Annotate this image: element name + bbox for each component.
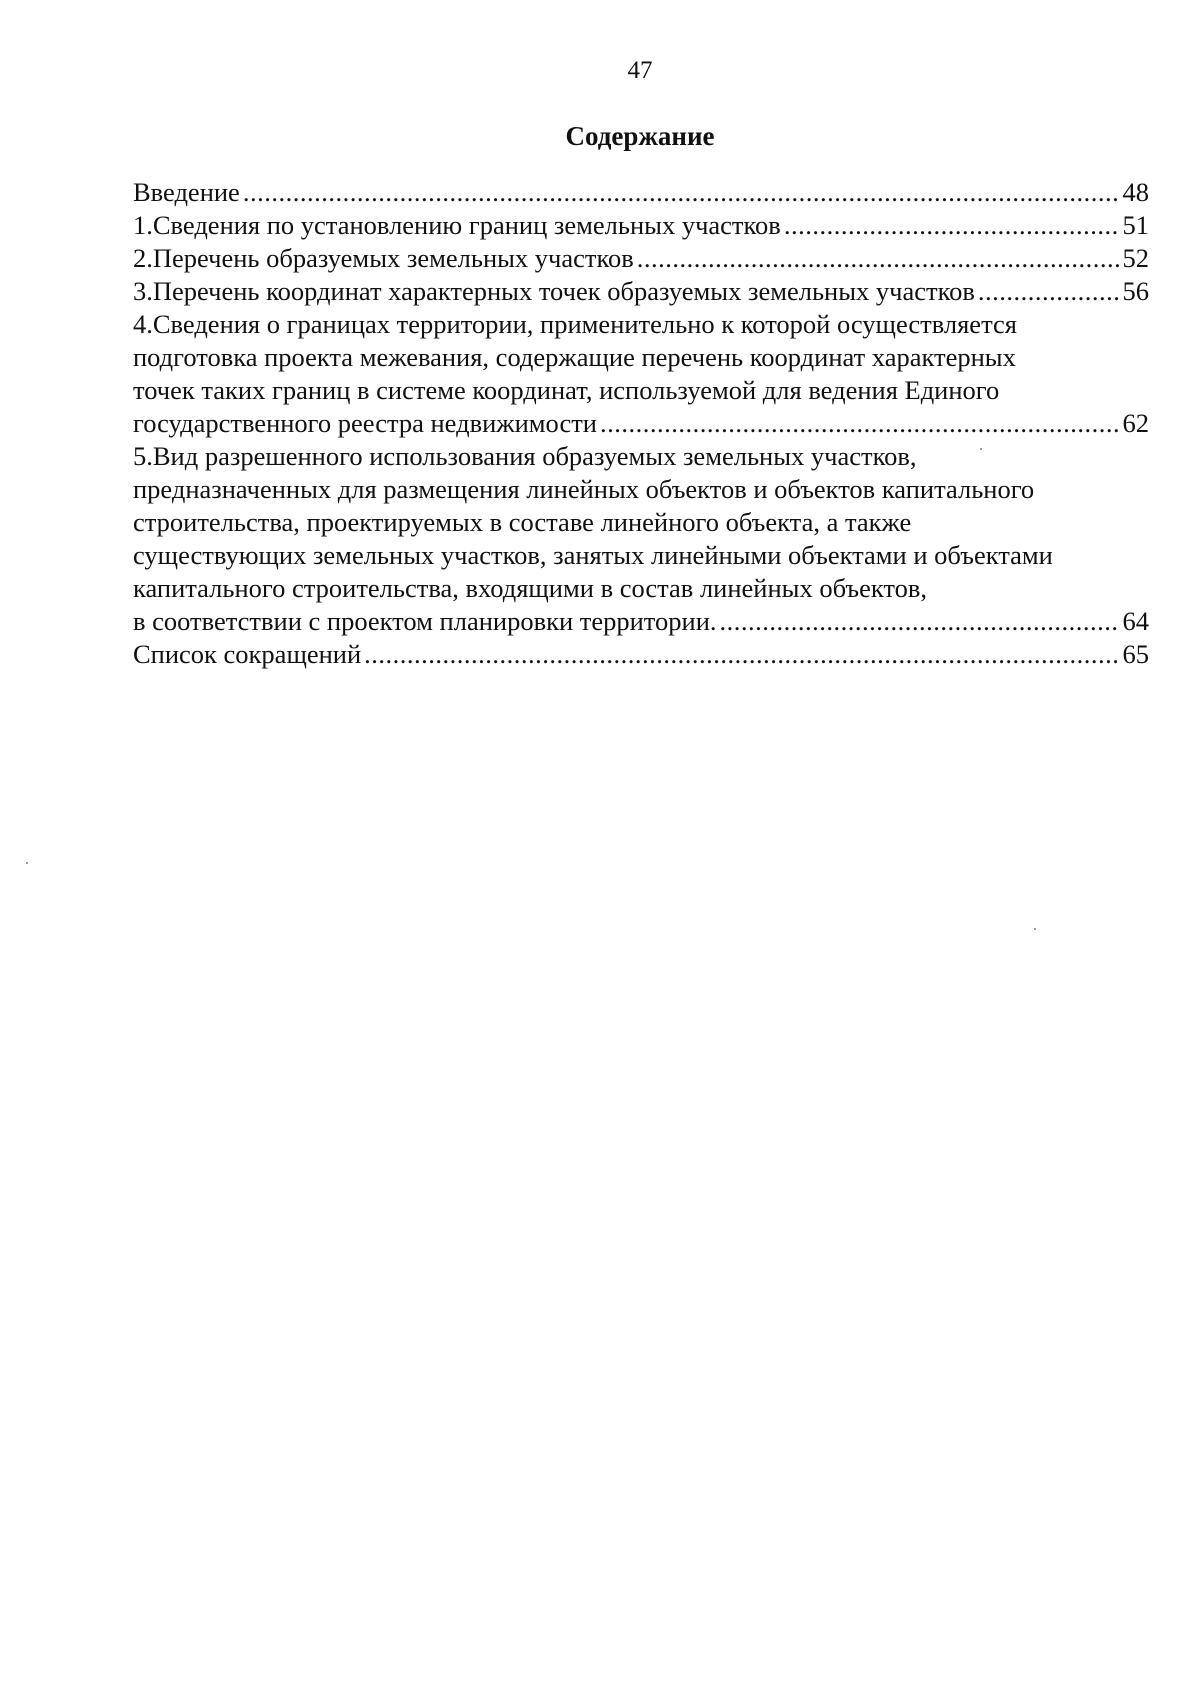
toc-leader-dots [364, 638, 1119, 671]
toc-entry-text: государственного реестра недвижимости [133, 408, 597, 438]
toc-leader-dots [720, 605, 1120, 638]
toc-leader-dots [600, 407, 1120, 440]
toc-page-number: 52 [1122, 243, 1149, 273]
toc-entry-text: существующих земельных участков, занятых линейными объектами и объектами [133, 540, 1053, 570]
scan-speck [980, 448, 982, 450]
toc-entry-text: 4.Сведения о границах территории, применительно к которой осуществляется [133, 309, 1017, 339]
toc-page-number: 48 [1122, 177, 1149, 207]
toc-entry[interactable] [133, 308, 1149, 440]
toc-entry[interactable] [133, 638, 1149, 671]
toc-entry[interactable] [133, 209, 1149, 242]
toc-entry-text: подготовка проекта межевания, содержащие перечень координат характерных [133, 342, 1016, 372]
page-number: 47 [627, 57, 653, 84]
toc-entry[interactable] [133, 440, 1149, 638]
toc-entry-text: 2.Перечень образуемых земельных участков [133, 243, 634, 273]
toc-entry-text: 3.Перечень координат характерных точек образуемых земельных участков [133, 276, 975, 306]
toc-page-number: 56 [1122, 276, 1149, 306]
toc-page-number: 51 [1122, 210, 1149, 240]
toc-entry-text: строительства, проектируемых в составе линейного объекта, а также [133, 507, 912, 537]
toc-entry[interactable] [133, 242, 1149, 275]
toc-entry[interactable] [133, 275, 1149, 308]
toc-entry-text: предназначенных для размещения линейных объектов и объектов капитального [133, 474, 1035, 504]
toc-title: Содержание [565, 121, 715, 151]
toc-entry-text: Введение [133, 177, 240, 207]
toc-entry-text: точек таких границ в системе координат, используемой для ведения Единого [133, 375, 1000, 405]
toc-leader-dots [784, 209, 1120, 242]
toc-entry-text: в соответствии с проектом планировки территории. [133, 606, 717, 636]
toc-page-number: 62 [1122, 408, 1149, 438]
table-of-contents [133, 176, 1149, 671]
toc-entry-text: 1.Сведения по установлению границ земельных участков [133, 210, 781, 240]
toc-entry-text: 5.Вид разрешенного использования образуемых земельных участков, [133, 441, 917, 471]
toc-leader-dots [243, 176, 1120, 209]
scan-speck [26, 862, 28, 864]
toc-page-number: 65 [1122, 639, 1149, 669]
toc-leader-dots [978, 275, 1120, 308]
toc-leader-dots [637, 242, 1120, 275]
toc-entry[interactable] [133, 176, 1149, 209]
toc-page-number: 64 [1122, 606, 1149, 636]
toc-entry-text: Список сокращений [133, 639, 362, 669]
scan-speck [1034, 928, 1036, 930]
toc-entry-text: капитального строительства, входящими в состав линейных объектов, [133, 573, 928, 603]
